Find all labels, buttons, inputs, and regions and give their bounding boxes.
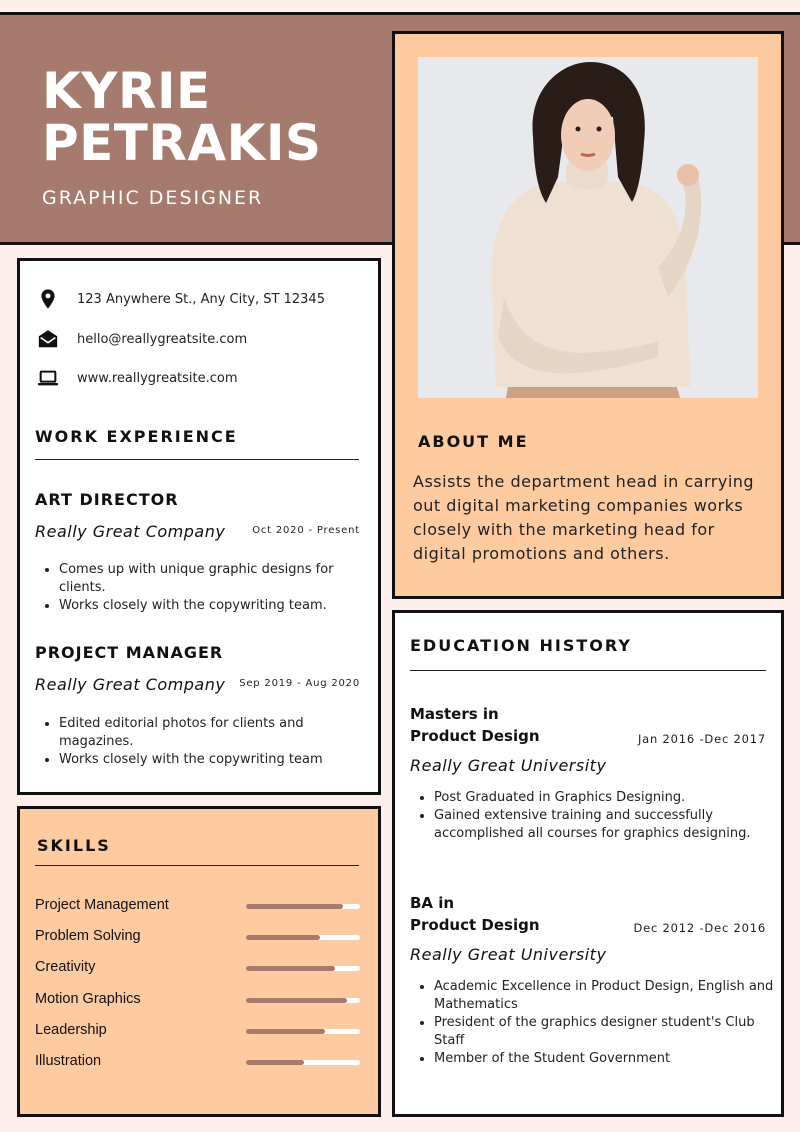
list-item: • Gained extensive training and successfully accomplished all courses for graphics designing.: [434, 807, 774, 843]
skill-label: Leadership: [35, 1021, 107, 1038]
skills-panel: [17, 806, 381, 1117]
skill-label: Motion Graphics: [35, 990, 141, 1007]
edu-2-degree-line-2: Product Design: [410, 916, 540, 934]
edu-1-school: Really Great University: [410, 756, 607, 775]
skill-bar-track: [246, 1060, 360, 1065]
portrait-illustration: [418, 57, 758, 398]
job-2-dates: Sep 2019 - Aug 2020: [239, 678, 360, 689]
edu-1-dates: Jan 2016 -Dec 2017: [637, 732, 766, 746]
job-2-bullets: [37, 715, 359, 769]
list-item: • Comes up with unique graphic designs for clients.: [59, 561, 359, 597]
contact-email-row: [37, 328, 247, 350]
edu-2-dates: Dec 2012 -Dec 2016: [633, 921, 766, 935]
job-1-position: ART DIRECTOR: [35, 490, 179, 509]
job-1-company: Really Great Company: [35, 522, 226, 541]
edu-1-degree-line-1: Masters in: [410, 705, 499, 723]
skill-bar-fill: [246, 998, 347, 1003]
edu-1-degree-line-2: Product Design: [410, 727, 540, 745]
name-line-1: KYRIE: [42, 62, 211, 120]
skill-bar-fill: [246, 904, 343, 909]
list-item: • Academic Excellence in Product Design, English and Mathematics: [434, 978, 774, 1014]
list-item: • President of the graphics designer student's Club Staff: [434, 1014, 774, 1050]
skill-bar-fill: [246, 966, 335, 971]
work-experience-divider: [35, 459, 359, 460]
skill-bar-fill: [246, 1029, 325, 1034]
skill-bar-track: [246, 1029, 360, 1034]
list-item: • Works closely with the copywriting team.: [59, 597, 359, 615]
education-panel: [392, 610, 784, 1117]
list-item: • Member of the Student Government: [434, 1050, 774, 1068]
skill-bar-track: [246, 935, 360, 940]
edu-2-school: Really Great University: [410, 945, 607, 964]
list-item: • Post Graduated in Graphics Designing.: [434, 789, 774, 807]
job-1-bullets: [37, 561, 359, 615]
laptop-icon: [37, 367, 59, 389]
skill-label: Creativity: [35, 959, 96, 976]
about-me-text: Assists the department head in carrying out digital marketing companies works closely with the marketing head for digital promotions and others.: [413, 472, 755, 563]
skill-label: Illustration: [35, 1053, 102, 1069]
contact-website-row: [37, 367, 238, 389]
skill-bar-track: [246, 904, 360, 909]
skill-bar-fill: [246, 935, 320, 940]
skills-divider: [35, 865, 359, 866]
skill-bar-fill: [246, 1060, 304, 1065]
skill-bar-track: [246, 966, 360, 971]
education-title: EDUCATION HISTORY: [410, 636, 632, 655]
location-pin-icon: [37, 288, 59, 310]
skills-title: SKILLS: [37, 836, 111, 855]
edu-1-bullets: [412, 789, 774, 843]
contact-work-panel: [17, 258, 381, 795]
contact-email[interactable]: hello@reallygreatsite.com: [77, 331, 248, 347]
job-1-dates: Oct 2020 - Present: [252, 525, 360, 536]
job-role: GRAPHIC DESIGNER: [42, 187, 264, 209]
edu-2-bullets: [412, 978, 774, 1068]
edu-1-degree: [410, 703, 540, 747]
about-panel: [392, 31, 784, 599]
edu-2-degree-line-1: BA in: [410, 894, 455, 912]
skill-label: Project Management: [35, 897, 169, 913]
name-line-2: PETRAKIS: [42, 114, 322, 172]
contact-address-row: [37, 288, 325, 310]
work-experience-title: WORK EXPERIENCE: [35, 427, 238, 446]
list-item: • Edited editorial photos for clients and magazines.: [59, 715, 359, 751]
job-2-position: PROJECT MANAGER: [35, 643, 224, 662]
edu-2-degree: [410, 892, 540, 936]
envelope-icon: [37, 328, 59, 350]
skill-bar-track: [246, 998, 360, 1003]
profile-photo: [418, 57, 758, 398]
contact-website[interactable]: www.reallygreatsite.com: [77, 370, 238, 386]
list-item: • Works closely with the copywriting team: [59, 751, 359, 769]
person-name: [42, 62, 322, 172]
about-me-title: ABOUT ME: [418, 432, 529, 451]
skill-label: Problem Solving: [35, 928, 141, 945]
contact-address: 123 Anywhere St., Any City, ST 12345: [77, 291, 325, 307]
education-divider: [410, 670, 766, 671]
job-2-company: Really Great Company: [35, 675, 226, 694]
